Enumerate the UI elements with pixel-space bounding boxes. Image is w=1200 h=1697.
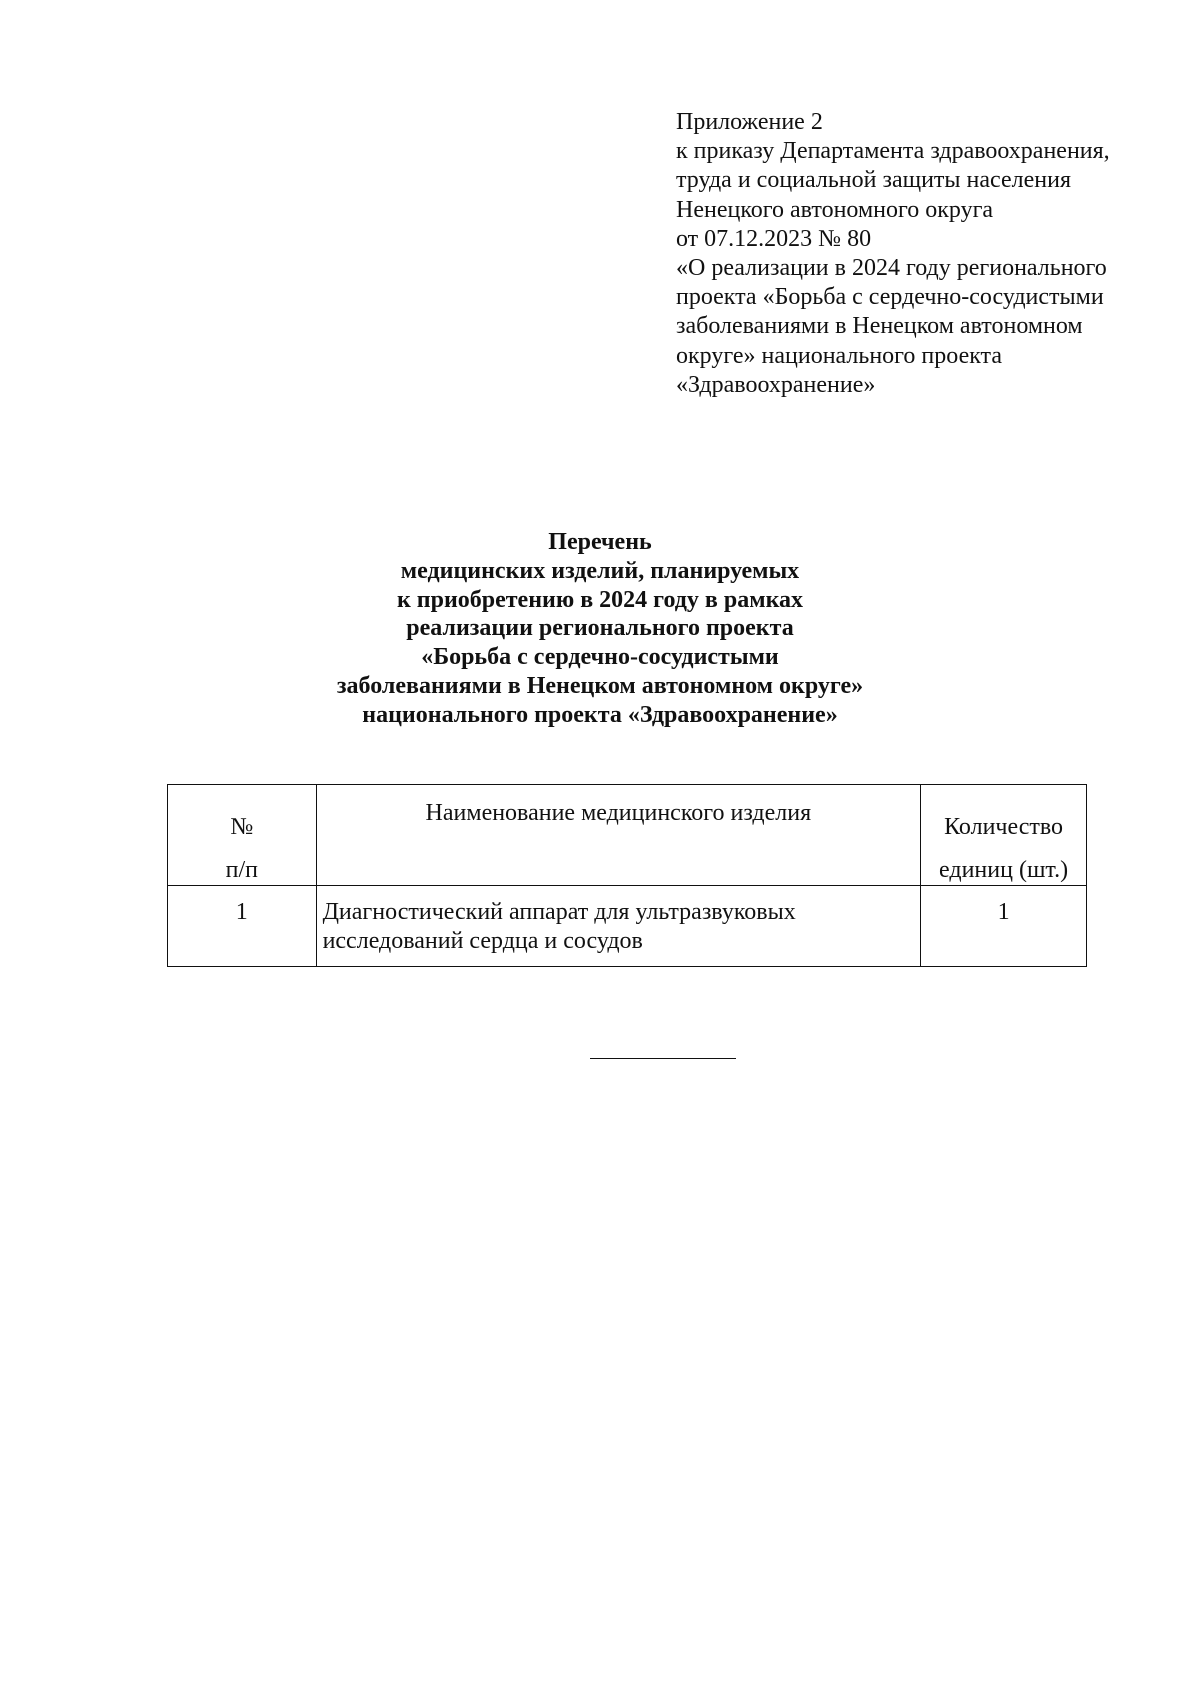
table-header-row <box>168 785 1087 886</box>
title-line: медицинских изделий, планируемых <box>400 557 800 584</box>
title-line: «Борьба с сердечно-сосудистыми <box>421 644 779 671</box>
appendix-line: заболеваниями в Ненецком автономном <box>676 313 1083 340</box>
title-line: к приобретению в 2024 году в рамках <box>396 586 804 613</box>
row-quantity: 1 <box>997 899 1010 925</box>
appendix-line: «О реализации в 2024 году регионального <box>676 255 1107 282</box>
header-quantity <box>921 785 1087 886</box>
medical-devices-table <box>167 784 1087 967</box>
appendix-header <box>676 108 1176 400</box>
header-quantity-line: Количество <box>944 814 1064 840</box>
row-number: 1 <box>235 899 248 925</box>
row-name-line: Диагностический аппарат для ультразвуковых <box>322 899 796 925</box>
header-name-text: Наименование медицинского изделия <box>425 800 812 826</box>
appendix-line: проекта «Борьба с сердечно-сосудистыми <box>676 284 1104 311</box>
header-name <box>316 785 921 886</box>
appendix-line: к приказу Департамента здравоохранения, <box>676 138 1110 165</box>
appendix-line: Ненецкого автономного округа <box>676 196 994 223</box>
header-number-line: п/п <box>225 857 258 883</box>
title-line: реализации регионального проекта <box>406 615 794 642</box>
appendix-line: округе» национального проекта <box>676 342 1002 369</box>
header-quantity-line: единиц (шт.) <box>939 857 1069 883</box>
row-number-cell <box>168 886 317 967</box>
appendix-line: Приложение 2 <box>676 109 823 135</box>
appendix-line: «Здравоохранение» <box>676 371 876 398</box>
title-line: Перечень <box>548 529 652 555</box>
title-line: заболеваниями в Ненецком автономном округе» <box>336 672 864 699</box>
header-number <box>168 785 317 886</box>
appendix-line: от 07.12.2023 № 80 <box>676 225 872 252</box>
title-line: национального проекта «Здравоохранение» <box>362 701 838 728</box>
row-name-cell <box>316 886 921 967</box>
row-name-line: исследований сердца и сосудов <box>322 928 643 954</box>
row-quantity-cell <box>921 886 1087 967</box>
header-number-line: № <box>230 814 254 840</box>
document-title <box>0 528 1200 730</box>
table-row <box>168 886 1087 967</box>
end-divider <box>590 1058 736 1059</box>
appendix-line: труда и социальной защиты населения <box>676 167 1071 194</box>
